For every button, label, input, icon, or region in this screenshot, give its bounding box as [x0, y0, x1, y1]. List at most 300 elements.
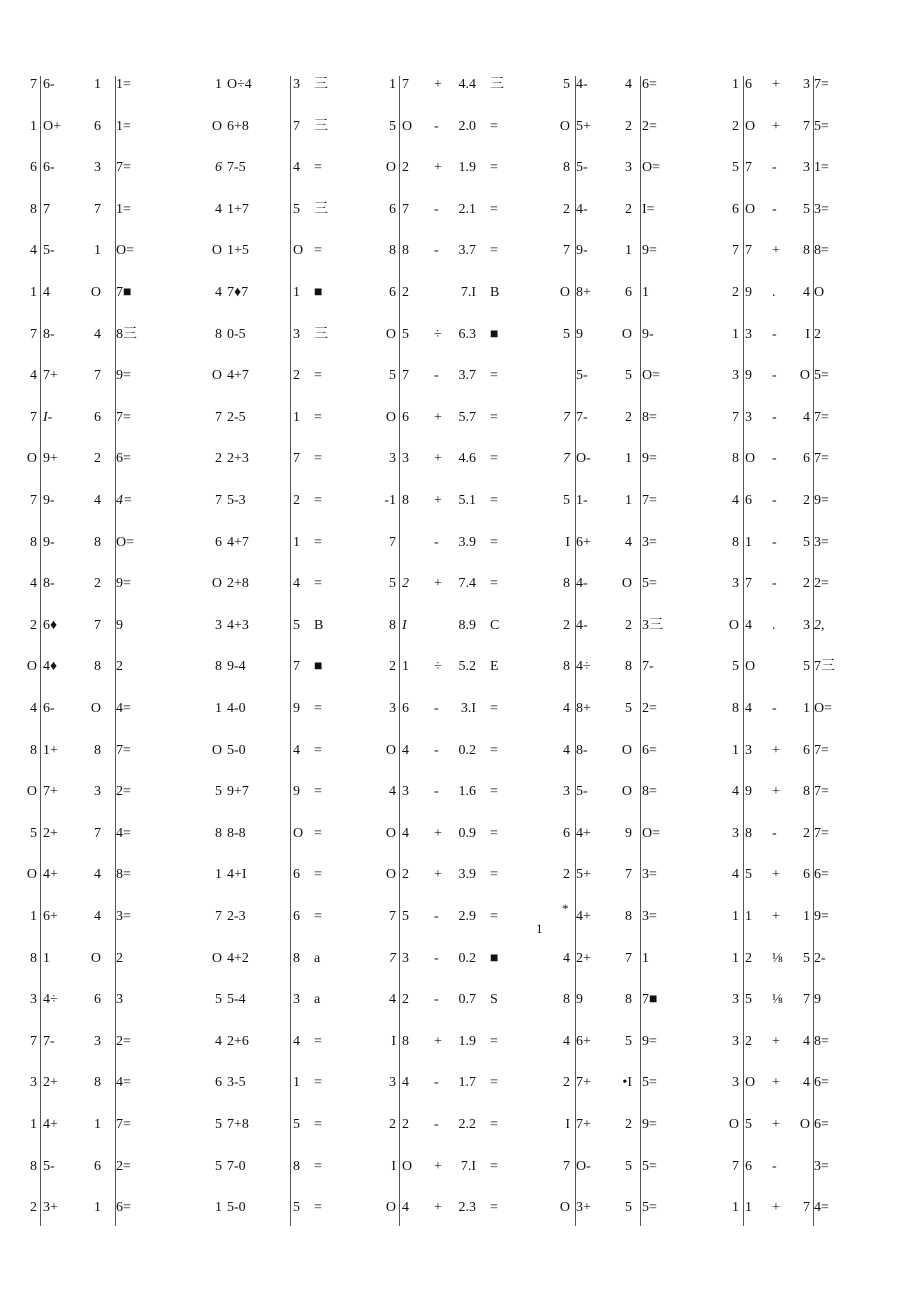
worksheet-cell: 7	[402, 201, 409, 217]
worksheet-cell: I-	[43, 409, 53, 425]
stray-number: 1	[536, 921, 543, 936]
worksheet-cell: 4	[389, 992, 396, 1008]
worksheet-cell: 7	[215, 909, 222, 924]
worksheet-cell: 8=	[814, 1033, 829, 1049]
worksheet-cell: 3	[293, 992, 300, 1008]
worksheet-cell: 4	[43, 285, 50, 300]
worksheet-cell: 6	[402, 409, 409, 425]
worksheet-cell: 8	[745, 825, 752, 841]
worksheet-cell: 3=	[814, 534, 829, 550]
worksheet-cell: 3	[116, 992, 123, 1008]
worksheet-cell: O	[26, 659, 37, 675]
worksheet-cell: 8	[732, 534, 739, 550]
worksheet-cell: 4	[215, 201, 222, 217]
worksheet-cell: 8	[215, 326, 222, 342]
worksheet-cell: 4+7	[227, 368, 249, 384]
worksheet-cell: 0.2	[458, 742, 476, 758]
worksheet-cell: 5-0	[227, 1200, 246, 1216]
worksheet-cell: 4	[30, 576, 37, 592]
worksheet-cell: 7	[389, 909, 396, 924]
worksheet-cell: 8	[94, 659, 101, 675]
worksheet-cell: 5=	[642, 1075, 657, 1091]
worksheet-cell: 7	[94, 825, 101, 841]
worksheet-cell: =	[490, 118, 498, 134]
worksheet-cell: =	[314, 867, 322, 883]
worksheet-cell: 5	[625, 701, 632, 716]
worksheet-cell: 6	[389, 285, 396, 300]
worksheet-cell: 8	[803, 243, 810, 259]
worksheet-cell: O-	[576, 451, 591, 467]
worksheet-cell: 6	[732, 201, 739, 217]
worksheet-cell: 9-	[576, 243, 588, 259]
worksheet-cell: 6	[402, 701, 409, 716]
worksheet-row	[0, 905, 920, 929]
worksheet-cell: 5-	[576, 784, 588, 800]
worksheet-cell: 3	[732, 1075, 739, 1091]
worksheet-cell: -	[772, 368, 777, 384]
worksheet-cell: 3	[745, 742, 752, 758]
worksheet-cell: 9+7	[227, 784, 249, 800]
worksheet-cell: 5	[625, 1158, 632, 1174]
worksheet-cell: 4	[30, 701, 37, 716]
worksheet-cell: 1	[30, 285, 37, 300]
worksheet-cell: =	[490, 1033, 498, 1049]
worksheet-cell: -	[434, 701, 439, 716]
worksheet-cell: O	[745, 201, 756, 217]
worksheet-cell: 7♦7	[227, 285, 249, 300]
worksheet-cell: 4=	[116, 493, 133, 508]
worksheet-cell: O	[621, 576, 632, 592]
worksheet-cell: E	[490, 659, 499, 675]
worksheet-cell: 9-4	[227, 659, 246, 675]
worksheet-cell: 3	[402, 950, 409, 966]
worksheet-cell: 9	[116, 617, 123, 633]
worksheet-cell: 1	[803, 909, 810, 924]
worksheet-cell: O	[385, 326, 396, 342]
worksheet-cell: 6+8	[227, 118, 249, 134]
worksheet-row	[0, 323, 920, 347]
worksheet-cell: 3	[732, 992, 739, 1008]
worksheet-cell: 4÷	[43, 992, 58, 1008]
worksheet-cell: 4+I	[227, 867, 247, 883]
worksheet-cell: 1	[94, 1117, 101, 1132]
worksheet-cell: O	[211, 243, 222, 259]
worksheet-cell: O	[799, 368, 810, 384]
worksheet-cell: 7	[803, 992, 810, 1008]
worksheet-cell: 0.9	[458, 825, 476, 841]
worksheet-cell: 1	[803, 701, 810, 716]
worksheet-cell: 2	[803, 493, 810, 508]
worksheet-cell: 6	[745, 493, 752, 508]
worksheet-cell: 6-	[43, 701, 55, 716]
worksheet-cell: 2	[563, 867, 570, 883]
worksheet-cell: 8	[563, 659, 570, 675]
worksheet-cell: 5	[389, 368, 396, 384]
worksheet-cell: 7	[293, 118, 300, 134]
worksheet-cell: 4+	[576, 825, 591, 841]
worksheet-cell: ⅛	[772, 992, 783, 1008]
worksheet-cell: 2	[116, 659, 123, 675]
worksheet-row	[0, 863, 920, 887]
worksheet-cell: 5=	[814, 118, 829, 134]
worksheet-cell: =	[314, 534, 322, 550]
worksheet-cell: +	[772, 1117, 780, 1132]
worksheet-cell: 4	[402, 1200, 409, 1216]
worksheet-cell: 8=	[814, 243, 829, 259]
worksheet-cell: 2	[402, 1117, 409, 1132]
worksheet-cell: O	[559, 1200, 570, 1216]
worksheet-cell: 4=	[116, 1075, 131, 1091]
worksheet-cell: O	[293, 243, 304, 259]
worksheet-cell: -	[772, 701, 777, 716]
worksheet-cell: O+	[43, 118, 62, 134]
worksheet-cell: 4	[215, 285, 222, 300]
worksheet-cell: 7	[732, 1158, 739, 1174]
worksheet-cell: 4-	[576, 617, 588, 633]
worksheet-cell: 三	[314, 118, 328, 134]
worksheet-cell: 7-	[43, 1033, 55, 1049]
worksheet-cell: 5	[215, 1117, 222, 1132]
worksheet-cell: -	[434, 243, 439, 259]
worksheet-cell: 3=	[642, 867, 657, 883]
worksheet-cell: -	[434, 742, 439, 758]
worksheet-cell: 2=	[116, 1158, 131, 1174]
worksheet-cell: 3	[389, 1075, 396, 1091]
worksheet-cell: 2	[116, 950, 123, 966]
worksheet-cell: 7	[30, 409, 37, 425]
worksheet-cell: 1	[732, 909, 739, 924]
worksheet-cell: I	[391, 1033, 396, 1049]
worksheet-cell: 3	[803, 77, 810, 92]
worksheet-cell: 8	[625, 992, 632, 1008]
worksheet-row	[0, 489, 920, 513]
worksheet-cell: 1	[94, 77, 101, 92]
worksheet-cell: 7	[803, 118, 810, 134]
worksheet-cell: 5	[803, 659, 810, 675]
worksheet-cell: =	[490, 451, 498, 467]
worksheet-cell: 三	[490, 77, 504, 92]
worksheet-cell: O	[621, 326, 632, 342]
worksheet-cell: 5	[625, 1033, 632, 1049]
worksheet-cell: +	[434, 1200, 442, 1216]
worksheet-cell: 3	[94, 160, 101, 176]
worksheet-cell: 1	[293, 1075, 300, 1091]
worksheet-cell: 1	[43, 950, 50, 966]
worksheet-cell: 5.7	[458, 409, 476, 425]
worksheet-cell: 9	[293, 701, 300, 716]
worksheet-cell: 1=	[116, 118, 131, 134]
worksheet-cell: 8	[563, 992, 570, 1008]
worksheet-cell: 7-	[642, 659, 654, 675]
worksheet-cell: O	[385, 867, 396, 883]
worksheet-cell: 5=	[814, 368, 829, 384]
worksheet-cell: O	[90, 701, 101, 716]
worksheet-cell: 4.4	[458, 77, 476, 92]
worksheet-cell: 5	[563, 77, 570, 92]
worksheet-cell: 2	[30, 617, 37, 633]
worksheet-cell: 5+	[576, 118, 591, 134]
worksheet-cell: 6	[94, 118, 101, 134]
worksheet-row	[0, 780, 920, 804]
worksheet-cell: 5	[215, 784, 222, 800]
worksheet-cell: =	[490, 409, 498, 425]
worksheet-cell: a	[314, 950, 321, 966]
worksheet-cell: 4	[94, 909, 101, 924]
worksheet-cell: 1	[732, 1200, 739, 1216]
worksheet-row	[0, 73, 920, 97]
worksheet-row	[0, 1196, 920, 1220]
worksheet-cell: O=	[642, 825, 661, 841]
worksheet-cell: 6	[563, 825, 570, 841]
worksheet-cell: 8+	[576, 285, 591, 300]
worksheet-cell: ■	[490, 950, 499, 966]
worksheet-cell: 4-	[576, 77, 588, 92]
worksheet-cell: 8=	[116, 867, 131, 883]
worksheet-cell: 4-	[576, 576, 588, 592]
worksheet-cell: 6	[293, 867, 300, 883]
worksheet-row	[0, 739, 920, 763]
worksheet-cell: O	[385, 742, 396, 758]
worksheet-cell: 4	[803, 409, 810, 425]
column-divider	[575, 76, 576, 1226]
worksheet-row	[0, 697, 920, 721]
worksheet-cell: +	[772, 1033, 780, 1049]
worksheet-cell: 2	[814, 326, 821, 342]
worksheet-cell: 5	[625, 368, 632, 384]
worksheet-cell: 9	[625, 825, 632, 841]
worksheet-cell: 1	[732, 77, 739, 92]
worksheet-cell: =	[314, 243, 322, 259]
worksheet-cell: 9=	[642, 451, 657, 467]
worksheet-cell: 1	[215, 701, 222, 716]
worksheet-cell: 2	[402, 992, 409, 1008]
worksheet-cell: 6+	[576, 1033, 591, 1049]
worksheet-cell: 3	[94, 1033, 101, 1049]
worksheet-cell: O	[90, 950, 101, 966]
worksheet-cell: =	[314, 576, 322, 592]
worksheet-cell: -	[434, 118, 439, 134]
worksheet-row	[0, 655, 920, 679]
worksheet-row	[0, 1155, 920, 1179]
worksheet-cell: 5.2	[458, 659, 476, 675]
worksheet-cell: 8	[625, 659, 632, 675]
worksheet-cell: 3	[745, 326, 752, 342]
worksheet-cell: 8	[389, 243, 396, 259]
worksheet-cell: B	[314, 617, 324, 633]
worksheet-cell: 4=	[116, 825, 131, 841]
worksheet-cell: 7+8	[227, 1117, 249, 1132]
worksheet-cell: O	[211, 118, 222, 134]
worksheet-cell: 4	[389, 784, 396, 800]
worksheet-cell: I	[391, 1158, 396, 1174]
worksheet-cell: .	[772, 617, 776, 633]
worksheet-cell: 3=	[116, 909, 131, 924]
worksheet-cell: 4+	[576, 909, 591, 924]
worksheet-cell: 2=	[814, 576, 829, 592]
worksheet-cell: S	[490, 992, 498, 1008]
worksheet-cell: 1+	[43, 742, 58, 758]
worksheet-cell: 2-3	[227, 909, 246, 924]
worksheet-cell: 6	[803, 451, 810, 467]
worksheet-cell: O=	[642, 160, 661, 176]
worksheet-cell: 2=	[642, 118, 657, 134]
worksheet-cell: 4+7	[227, 534, 249, 550]
worksheet-cell: 9	[576, 326, 583, 342]
worksheet-cell: +	[434, 576, 442, 592]
worksheet-cell: ■	[490, 326, 499, 342]
worksheet-cell: 7=	[814, 784, 829, 800]
worksheet-cell: 7	[30, 1033, 37, 1049]
worksheet-cell: 7■	[116, 285, 132, 300]
worksheet-cell: 3	[732, 825, 739, 841]
worksheet-cell: 4	[732, 867, 739, 883]
worksheet-cell: 5	[563, 326, 570, 342]
column-divider	[640, 76, 641, 1226]
worksheet-cell: 7	[94, 201, 101, 217]
worksheet-cell: 3=	[642, 534, 657, 550]
worksheet-cell: 8	[94, 742, 101, 758]
worksheet-cell: =	[314, 1117, 322, 1132]
worksheet-cell: 6	[215, 160, 222, 176]
worksheet-cell: 5	[803, 201, 810, 217]
worksheet-cell: 3	[625, 160, 632, 176]
worksheet-cell: 5	[625, 1200, 632, 1216]
worksheet-cell: 3	[30, 992, 37, 1008]
worksheet-cell: =	[314, 1200, 322, 1216]
worksheet-cell: 2+	[43, 1075, 58, 1091]
worksheet-cell: 2	[732, 285, 739, 300]
worksheet-cell: +	[434, 493, 442, 508]
worksheet-cell: O	[26, 451, 37, 467]
worksheet-cell: 4	[94, 326, 101, 342]
worksheet-cell: 8三	[116, 326, 137, 342]
worksheet-cell: 1	[642, 950, 649, 966]
worksheet-cell: 7	[43, 201, 50, 217]
worksheet-row	[0, 1030, 920, 1054]
worksheet-cell: -	[434, 534, 439, 550]
worksheet-cell: =	[490, 1117, 498, 1132]
worksheet-cell: 9-	[642, 326, 654, 342]
worksheet-cell: 8-	[43, 576, 55, 592]
worksheet-cell: O=	[116, 534, 135, 550]
worksheet-cell: -	[772, 576, 777, 592]
worksheet-cell: 1=	[116, 77, 131, 92]
worksheet-cell: 1	[625, 451, 632, 467]
worksheet-cell: 6	[94, 992, 101, 1008]
worksheet-cell: 9	[576, 992, 583, 1008]
worksheet-cell: O=	[642, 368, 661, 384]
worksheet-cell: +	[434, 451, 442, 467]
worksheet-cell: +	[772, 867, 780, 883]
column-divider	[115, 76, 116, 1226]
worksheet-cell: 4+	[43, 867, 58, 883]
worksheet-cell: 1	[402, 659, 409, 675]
worksheet-cell: 1	[625, 493, 632, 508]
worksheet-cell: 6=	[116, 451, 131, 467]
worksheet-cell: 2	[803, 825, 810, 841]
worksheet-cell: 4	[30, 243, 37, 259]
worksheet-cell: ■	[314, 285, 323, 300]
worksheet-row	[0, 572, 920, 596]
worksheet-cell: 1	[293, 409, 300, 425]
worksheet-cell: 4	[215, 1033, 222, 1049]
worksheet-cell: 6=	[814, 1117, 829, 1132]
worksheet-cell: 9=	[814, 493, 829, 508]
worksheet-cell: 4	[625, 77, 632, 92]
worksheet-cell: 7	[215, 409, 222, 425]
worksheet-cell: 2	[732, 118, 739, 134]
worksheet-cell: 3	[803, 160, 810, 176]
worksheet-row	[0, 1071, 920, 1095]
worksheet-cell: 1	[30, 909, 37, 924]
worksheet-cell: O-	[576, 1158, 591, 1174]
worksheet-cell: =	[314, 1075, 322, 1091]
worksheet-cell: 1	[94, 243, 101, 259]
worksheet-cell: O	[621, 742, 632, 758]
worksheet-cell: 2	[402, 160, 409, 176]
worksheet-cell: 8	[402, 1033, 409, 1049]
worksheet-row	[0, 406, 920, 430]
worksheet-cell: 6-	[43, 160, 55, 176]
worksheet-cell: 7	[30, 326, 37, 342]
worksheet-cell: 7	[293, 659, 300, 675]
worksheet-cell: I	[805, 326, 810, 342]
worksheet-cell: 6♦	[43, 617, 58, 633]
worksheet-cell: 6	[215, 1075, 222, 1091]
worksheet-cell: 5	[745, 1117, 752, 1132]
worksheet-cell: I=	[642, 201, 655, 217]
worksheet-cell: 1	[389, 77, 396, 92]
worksheet-cell: 6	[94, 1158, 101, 1174]
worksheet-cell: =	[490, 1075, 498, 1091]
worksheet-cell: 4	[293, 742, 300, 758]
worksheet-cell: O	[745, 118, 756, 134]
worksheet-cell: 1	[293, 534, 300, 550]
worksheet-cell: O	[621, 784, 632, 800]
worksheet-cell: O	[293, 825, 304, 841]
worksheet-cell: 2.0	[458, 118, 476, 134]
worksheet-cell: 3+	[576, 1200, 591, 1216]
worksheet-cell: 9+	[43, 451, 58, 467]
worksheet-cell: 1	[215, 867, 222, 883]
worksheet-cell: 7-5	[227, 160, 246, 176]
worksheet-cell: 1+5	[227, 243, 249, 259]
worksheet-cell: 三	[314, 77, 328, 92]
worksheet-cell: ■	[314, 659, 323, 675]
worksheet-cell: O	[799, 1117, 810, 1132]
worksheet-cell: 8	[732, 701, 739, 716]
worksheet-cell: 7-0	[227, 1158, 246, 1174]
worksheet-cell: -	[434, 992, 439, 1008]
worksheet-cell: 8	[803, 784, 810, 800]
worksheet-cell: -	[772, 451, 777, 467]
worksheet-cell: 4	[402, 825, 409, 841]
worksheet-cell: 8+	[576, 701, 591, 716]
worksheet-cell: I	[402, 617, 407, 633]
worksheet-cell: 4♦	[43, 659, 58, 675]
worksheet-cell: 1.9	[458, 1033, 476, 1049]
worksheet-cell: 6	[293, 909, 300, 924]
worksheet-cell: O	[745, 1075, 756, 1091]
worksheet-cell: 2	[389, 659, 396, 675]
worksheet-cell: 2	[625, 118, 632, 134]
worksheet-cell: -1	[384, 493, 396, 508]
worksheet-cell: O	[559, 285, 570, 300]
worksheet-cell: 1	[732, 326, 739, 342]
worksheet-cell: 4	[402, 1075, 409, 1091]
worksheet-cell: 8	[402, 243, 409, 259]
worksheet-cell: O÷4	[227, 77, 252, 92]
